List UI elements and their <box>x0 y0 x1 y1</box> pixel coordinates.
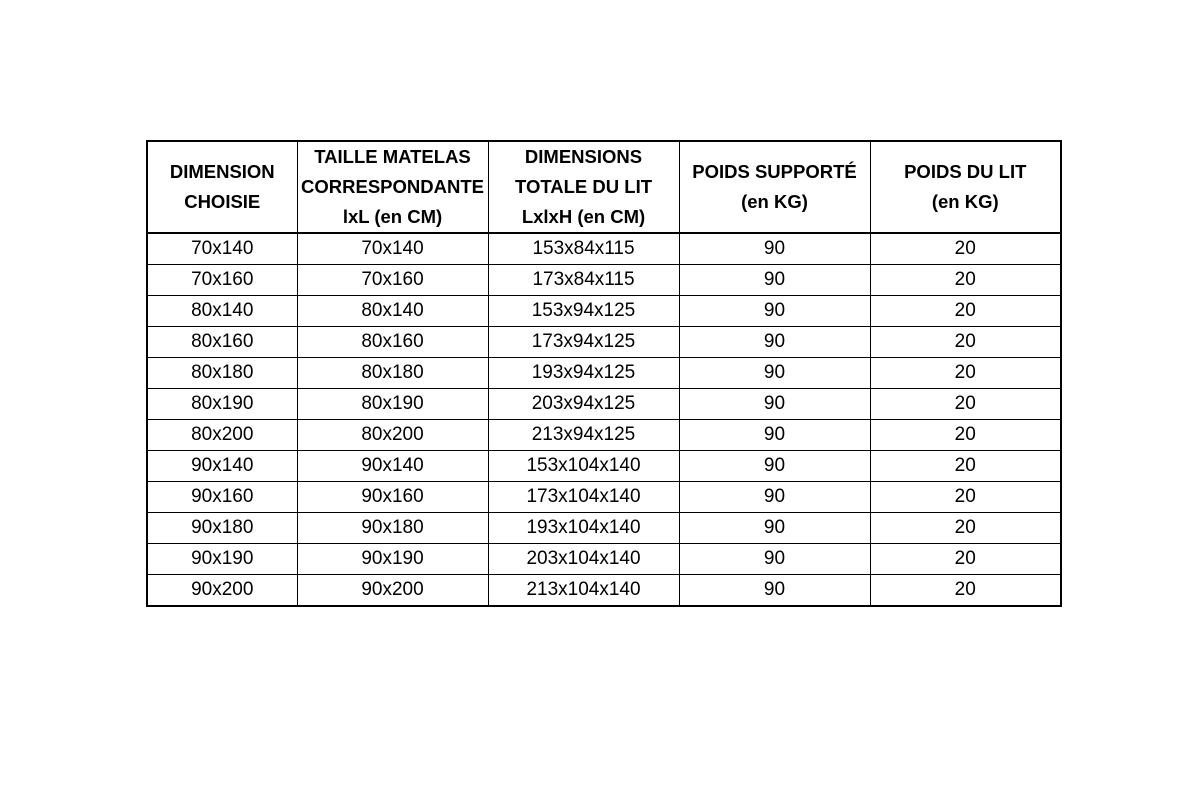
cell-poids-supporte: 90 <box>679 575 870 607</box>
table-row <box>147 389 1061 420</box>
table-row <box>147 575 1061 607</box>
cell-poids-supporte: 90 <box>679 233 870 265</box>
dimensions-table-container <box>146 140 1062 607</box>
cell-taille-matelas: 90x190 <box>297 544 488 575</box>
cell-dimensions-totale: 213x94x125 <box>488 420 679 451</box>
header-row <box>147 141 1061 233</box>
cell-dimension-choisie: 80x190 <box>147 389 297 420</box>
table-row <box>147 451 1061 482</box>
header-dimensions-totale: DIMENSIONS TOTALE DU LIT LxlxH (en CM) <box>488 141 679 233</box>
cell-poids-du-lit: 20 <box>870 265 1061 296</box>
cell-poids-du-lit: 20 <box>870 233 1061 265</box>
cell-taille-matelas: 70x140 <box>297 233 488 265</box>
header-poids-supporte: POIDS SUPPORTÉ (en KG) <box>679 141 870 233</box>
table-row <box>147 544 1061 575</box>
cell-poids-supporte: 90 <box>679 296 870 327</box>
table-header <box>147 141 1061 233</box>
cell-poids-supporte: 90 <box>679 513 870 544</box>
cell-dimensions-totale: 193x104x140 <box>488 513 679 544</box>
cell-dimensions-totale: 173x104x140 <box>488 482 679 513</box>
cell-dimension-choisie: 80x160 <box>147 327 297 358</box>
cell-poids-du-lit: 20 <box>870 420 1061 451</box>
header-taille-matelas: TAILLE MATELAS CORRESPONDANTE lxL (en CM) <box>297 141 488 233</box>
cell-poids-supporte: 90 <box>679 482 870 513</box>
header-poids-du-lit: POIDS DU LIT (en KG) <box>870 141 1061 233</box>
cell-poids-du-lit: 20 <box>870 513 1061 544</box>
cell-taille-matelas: 90x180 <box>297 513 488 544</box>
cell-poids-du-lit: 20 <box>870 296 1061 327</box>
cell-poids-du-lit: 20 <box>870 544 1061 575</box>
cell-poids-du-lit: 20 <box>870 482 1061 513</box>
cell-poids-du-lit: 20 <box>870 389 1061 420</box>
cell-taille-matelas: 80x140 <box>297 296 488 327</box>
cell-taille-matelas: 90x140 <box>297 451 488 482</box>
cell-dimensions-totale: 203x94x125 <box>488 389 679 420</box>
cell-poids-supporte: 90 <box>679 358 870 389</box>
cell-taille-matelas: 80x180 <box>297 358 488 389</box>
cell-poids-du-lit: 20 <box>870 358 1061 389</box>
table-row <box>147 358 1061 389</box>
cell-poids-supporte: 90 <box>679 265 870 296</box>
cell-taille-matelas: 90x200 <box>297 575 488 607</box>
cell-dimension-choisie: 80x140 <box>147 296 297 327</box>
cell-taille-matelas: 80x160 <box>297 327 488 358</box>
table-row <box>147 327 1061 358</box>
cell-poids-du-lit: 20 <box>870 327 1061 358</box>
cell-taille-matelas: 80x200 <box>297 420 488 451</box>
table-row <box>147 513 1061 544</box>
cell-dimension-choisie: 70x140 <box>147 233 297 265</box>
cell-taille-matelas: 80x190 <box>297 389 488 420</box>
cell-dimension-choisie: 90x140 <box>147 451 297 482</box>
header-dimension-choisie: DIMENSION CHOISIE <box>147 141 297 233</box>
cell-dimensions-totale: 213x104x140 <box>488 575 679 607</box>
cell-dimensions-totale: 153x94x125 <box>488 296 679 327</box>
cell-poids-du-lit: 20 <box>870 451 1061 482</box>
cell-dimension-choisie: 90x190 <box>147 544 297 575</box>
cell-dimension-choisie: 70x160 <box>147 265 297 296</box>
cell-dimension-choisie: 80x200 <box>147 420 297 451</box>
table-row <box>147 420 1061 451</box>
cell-poids-supporte: 90 <box>679 327 870 358</box>
cell-dimension-choisie: 90x160 <box>147 482 297 513</box>
table-row <box>147 265 1061 296</box>
cell-dimensions-totale: 203x104x140 <box>488 544 679 575</box>
cell-poids-supporte: 90 <box>679 420 870 451</box>
cell-taille-matelas: 70x160 <box>297 265 488 296</box>
cell-taille-matelas: 90x160 <box>297 482 488 513</box>
cell-dimensions-totale: 153x84x115 <box>488 233 679 265</box>
table-row <box>147 233 1061 265</box>
table-body <box>147 233 1061 606</box>
cell-poids-supporte: 90 <box>679 389 870 420</box>
cell-dimensions-totale: 153x104x140 <box>488 451 679 482</box>
table-row <box>147 296 1061 327</box>
cell-poids-supporte: 90 <box>679 451 870 482</box>
cell-dimension-choisie: 90x200 <box>147 575 297 607</box>
cell-dimensions-totale: 193x94x125 <box>488 358 679 389</box>
cell-dimensions-totale: 173x84x115 <box>488 265 679 296</box>
cell-poids-du-lit: 20 <box>870 575 1061 607</box>
cell-dimension-choisie: 80x180 <box>147 358 297 389</box>
cell-poids-supporte: 90 <box>679 544 870 575</box>
cell-dimension-choisie: 90x180 <box>147 513 297 544</box>
table-row <box>147 482 1061 513</box>
dimensions-table <box>146 140 1062 607</box>
cell-dimensions-totale: 173x94x125 <box>488 327 679 358</box>
